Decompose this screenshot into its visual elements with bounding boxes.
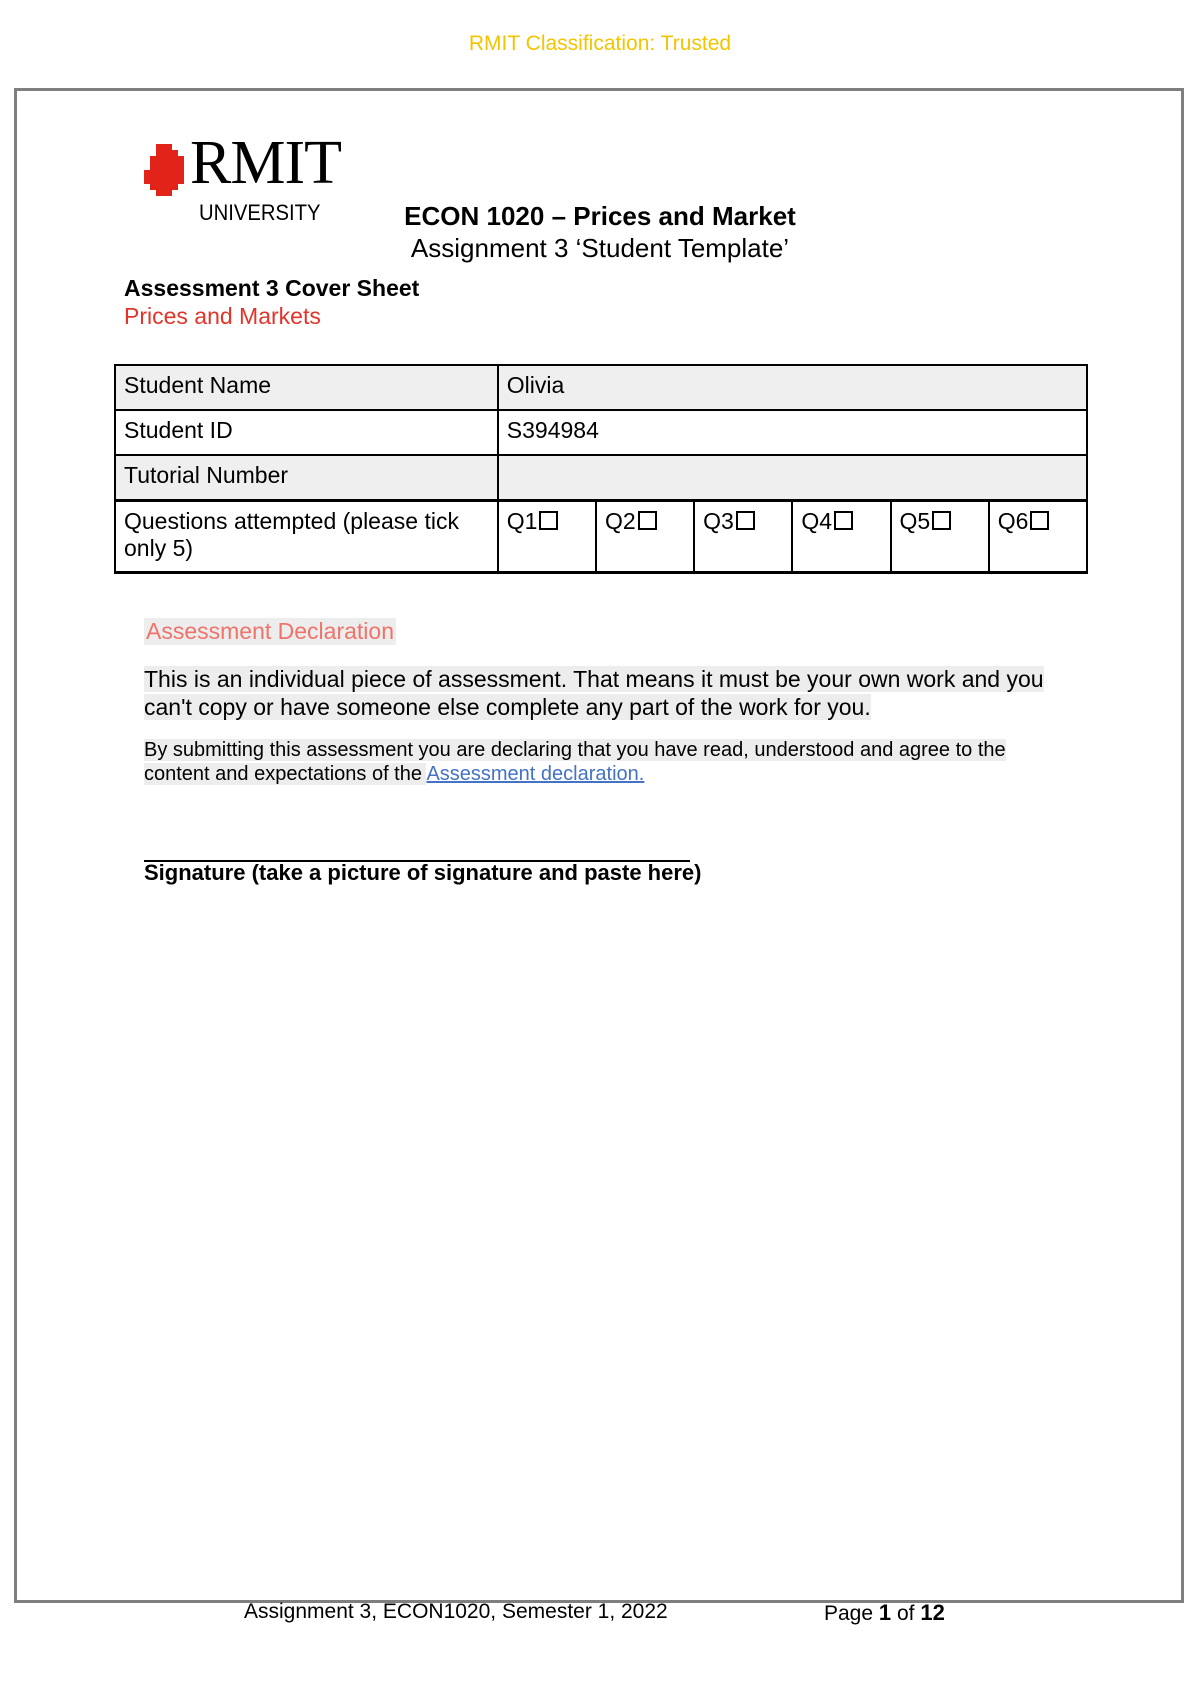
checkbox-icon[interactable] — [834, 511, 853, 530]
assessment-declaration-link[interactable]: Assessment declaration. — [426, 763, 645, 785]
question-2-checkbox[interactable] — [596, 500, 694, 572]
submission-text: By submitting this assessment you are declaring that you have read, understood and agree to the content and expectations of the — [144, 739, 1006, 785]
classification-label: RMIT Classification: Trusted — [468, 32, 732, 55]
question-5-checkbox[interactable] — [891, 500, 989, 572]
student-name-value[interactable]: Olivia — [498, 365, 1087, 410]
submission-paragraph — [144, 738, 1064, 786]
course-title: ECON 1020 – Prices and Market — [404, 201, 796, 231]
student-info-table — [114, 364, 1088, 574]
question-6-checkbox[interactable] — [989, 500, 1087, 572]
question-3-checkbox[interactable] — [694, 500, 792, 572]
logo-wordmark: RMIT — [190, 129, 341, 197]
question-label: Q2 — [604, 507, 636, 534]
questions-attempted-label: Questions attempted (please tick only 5) — [115, 500, 498, 572]
question-label: Q4 — [801, 507, 833, 534]
declaration-paragraph — [144, 665, 1064, 721]
checkbox-icon[interactable] — [736, 511, 755, 530]
question-label: Q6 — [997, 507, 1029, 534]
question-label: Q3 — [703, 507, 734, 534]
title-block — [300, 200, 900, 264]
assignment-subtitle: Assignment 3 ‘Student Template’ — [410, 233, 790, 263]
declaration-text: This is an individual piece of assessment. That means it must be your own work and you can't copy or have someone else complete any part of the work for you. — [144, 666, 1044, 720]
page-word: Page — [824, 1602, 874, 1625]
checkbox-icon[interactable] — [539, 511, 558, 530]
rmit-pixel-icon — [144, 144, 188, 196]
footer-text: Assignment 3, ECON1020, Semester 1, 2022 — [244, 1600, 668, 1623]
student-name-label: Student Name — [115, 365, 498, 410]
question-4-checkbox[interactable] — [792, 500, 890, 572]
student-id-value[interactable]: S394984 — [498, 410, 1087, 455]
question-label: Q1 — [506, 507, 538, 534]
table-row — [115, 500, 1087, 572]
page-total: 12 — [920, 1600, 945, 1625]
checkbox-icon[interactable] — [932, 511, 951, 530]
tutorial-number-value[interactable] — [498, 455, 1087, 500]
logo-subtitle: UNIVERSITY — [199, 200, 321, 225]
page-of: of — [896, 1602, 915, 1625]
question-label: Q5 — [899, 507, 931, 534]
page-number — [824, 1600, 945, 1626]
question-1-checkbox[interactable] — [498, 500, 596, 572]
cover-sheet-subheading: Prices and Markets — [124, 303, 321, 329]
table-row — [115, 365, 1087, 410]
page-current: 1 — [878, 1600, 892, 1625]
signature-label: Signature (take a picture of signature and paste here) — [144, 860, 702, 885]
checkbox-icon[interactable] — [638, 511, 657, 530]
declaration-heading: Assessment Declaration — [146, 618, 394, 644]
table-row — [115, 455, 1087, 500]
checkbox-icon[interactable] — [1030, 511, 1049, 530]
tutorial-number-label: Tutorial Number — [115, 455, 498, 500]
student-id-label: Student ID — [115, 410, 498, 455]
table-row — [115, 410, 1087, 455]
cover-sheet-heading: Assessment 3 Cover Sheet — [124, 275, 420, 301]
